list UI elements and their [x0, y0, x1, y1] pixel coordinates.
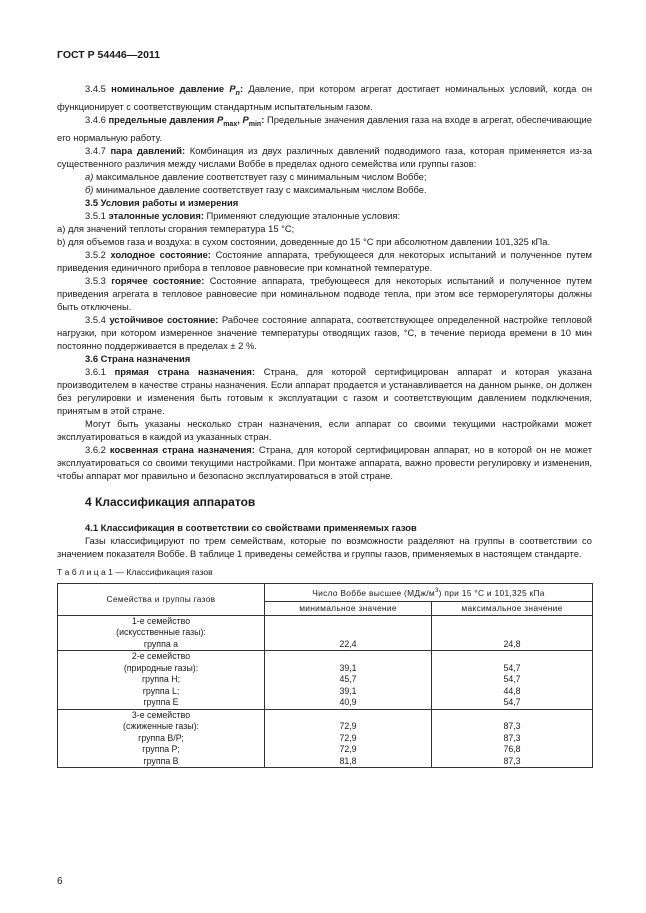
definition-3-5-1-b: b) для объемов газа и воздуха: в сухом состоянии, доведенные до 15 °С при абсолютном давлении 101,325 кПа. [57, 235, 551, 247]
section-heading-4: 4 Классификация аппаратов [85, 494, 256, 509]
max-cell: 87,3 87,3 76,8 87,3 [432, 709, 593, 768]
page-number: 6 [57, 876, 63, 887]
definition-3-4-6: 3.4.6 предельные давления $P_{max}$, $P_{min}$: Предельные значения давления газа на входе в агрегат, обеспечивающие его нормальную работу. [57, 113, 592, 143]
definition-3-4-7: 3.4.7 пара давлений: Комбинация из двух различных давлений подводимого газа, которая применяется из-за существенного различия между числами Воббе в пределах одного семейства или группы газов: [57, 144, 592, 169]
spacer [57, 482, 592, 496]
paragraph-4-1-intro: Газы классифицируют по трем семействам, которые по возможности разделяют на группы в соответствии со значением показателя Воббе. В таблице 1 приведены семейства и группы газов, применяемых в настоящем стандарте. [57, 534, 592, 559]
family-cell: 1-е семейство (искусственные газы): группа а [58, 615, 265, 651]
max-cell: 24,8 [432, 615, 593, 651]
header-wobbe: Число Воббе высшее $(МДж/м^3)$ при 15 °С и 101,325 кПа [265, 583, 593, 601]
max-cell: 54,7 54,7 44,8 54,7 [432, 651, 593, 710]
min-cell: 22,4 [265, 615, 432, 651]
table-row [58, 651, 593, 710]
definition-3-4-5: 3.4.5 номинальное давление $P_n$: Давление, при котором агрегат достигает номинальных условий, когда он функционирует с соответствующим стандартным испытательным газом. [57, 83, 593, 112]
paragraph-3-6-1-note: Могут быть указаны несколько стран назначения, если аппарат со своими текущими настройками может эксплуатироваться в каждой из указанных стран. [57, 417, 592, 442]
table-caption: Т а б л и ц а 1 — Классификация газов [57, 566, 213, 577]
min-cell: 72,9 72,9 72,9 81,8 [265, 709, 432, 768]
definition-3-5-1: 3.5.1 эталонные условия: Применяют следующие эталонные условия: [85, 209, 401, 221]
header-family: Семейства и группы газов [58, 583, 265, 615]
min-cell: 39,1 45,7 39,1 40,9 [265, 651, 432, 710]
definition-3-4-7-a: а) максимальное давление соответствует газу с минимальным числом Воббе; [85, 170, 427, 182]
definition-3-5-2: 3.5.2 холодное состояние: Состояние аппарата, требующееся для некоторых испытаний и полученное путем приведения единичного прибора в тепловое равновесие при комнатной температуре. [57, 248, 592, 273]
definition-3-5-1-a: а) для значений теплоты сгорания температура 15 °С; [57, 222, 295, 234]
definition-3-6-2: 3.6.2 косвенная страна назначения: Страна, для которой сертифицирован аппарат, но в которой он не может эксплуатироваться со своими текущими настройками. При монтаже аппарата, важно провести регулировку и изменения, чтобы аппарат мог правильно и безопасно эксплуатироваться в этой стране. [57, 443, 592, 481]
definition-3-4-7-b: б) минимальное давление соответствует газу с максимальным числом Воббе. [85, 183, 427, 195]
table-row [58, 709, 593, 768]
subsection-heading-4-1: 4.1 Классификация в соответствии со свойствами применяемых газов [85, 521, 417, 533]
definition-3-5-3: 3.5.3 горячее состояние: Состояние аппарата, требующееся для некоторых испытаний и полученное путем приведения агрегата в тепловое равновесие при номинальном подводе тепла, при этом все терморегуляторы должны быть отключены. [57, 274, 592, 312]
table-row [58, 615, 593, 651]
definition-3-6-1: 3.6.1 прямая страна назначения: Страна, для которой сертифицирован аппарат и которая указана производителем в качестве страны назначения. Если аппарат продается и устанавливается на данном рынке, он должен без регулировки и изменения быть готовым к эксплуатации с газом и соответствующим давлением подключения, принятым в этой стране. [57, 365, 592, 416]
header-max: максимальное значение [432, 601, 593, 615]
definition-3-5-4: 3.5.4 устойчивое состояние: Рабочее состояние аппарата, соответствующее определенной настройке тепловой нагрузки, при котором измеренное значение температуры отводящих газов, °С, в течение периода времени в 10 мин постоянно поддерживается в пределах ± 2 %. [57, 313, 592, 351]
header-min: минимальное значение [265, 601, 432, 615]
family-cell: 2-е семейство (природные газы): группа Н; группа L; группа Е [58, 651, 265, 710]
page-content [57, 82, 592, 768]
table-header-row [58, 583, 593, 601]
document-header: ГОСТ Р 54446—2011 [57, 49, 161, 61]
gas-classification-table [57, 583, 593, 769]
subsection-heading-3-5: 3.5 Условия работы и измерения [85, 196, 239, 208]
family-cell: 3-е семейство (сжиженные газы): группа В/Р; группа Р; группа В [58, 709, 265, 768]
subsection-heading-3-6: 3.6 Страна назначения [85, 352, 191, 364]
